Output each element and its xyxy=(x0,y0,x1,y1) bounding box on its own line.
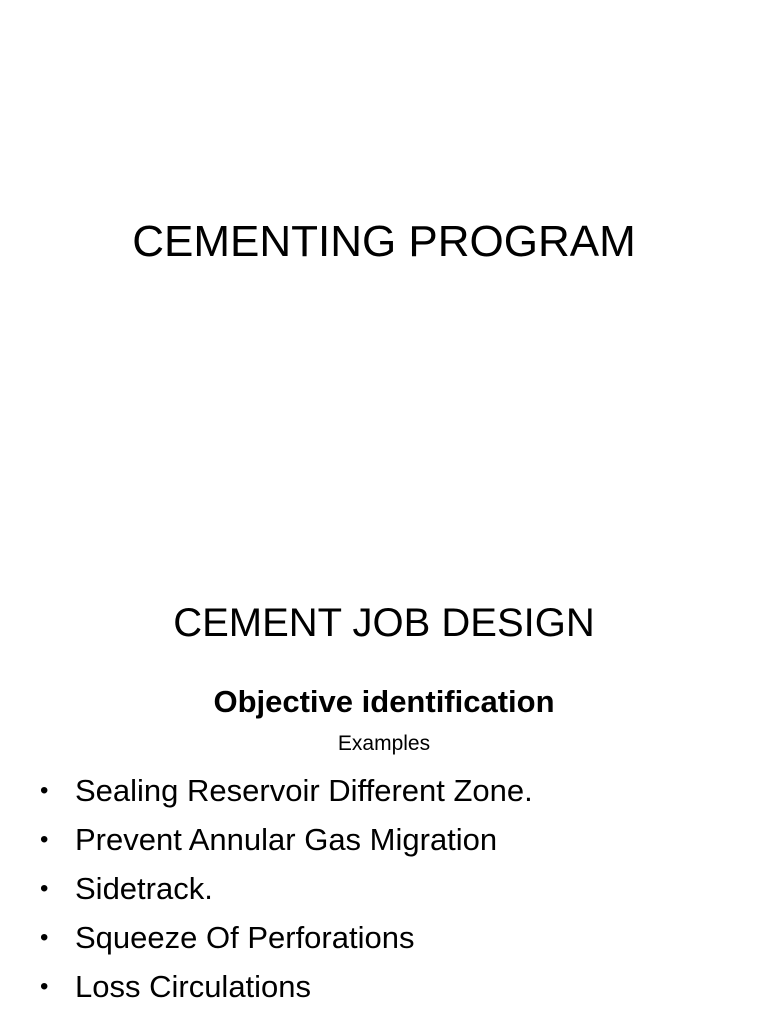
list-item xyxy=(40,962,760,1011)
bullet-icon: • xyxy=(40,924,49,951)
examples-bullet-list xyxy=(40,766,760,1011)
list-item xyxy=(40,766,760,815)
slide-title-cement-job-design: CEMENT JOB DESIGN xyxy=(173,601,595,645)
list-item-text: Loss Circulations xyxy=(75,969,312,1004)
bullet-icon: • xyxy=(40,777,49,804)
list-item xyxy=(40,864,760,913)
list-item-text: Prevent Annular Gas Migration xyxy=(75,822,498,857)
list-item xyxy=(40,815,760,864)
bullet-icon: • xyxy=(40,826,49,853)
list-item xyxy=(40,913,760,962)
bullet-icon: • xyxy=(40,973,49,1000)
bullet-icon: • xyxy=(40,875,49,902)
list-item-text: Sidetrack. xyxy=(75,871,213,906)
list-item-text: Sealing Reservoir Different Zone. xyxy=(75,773,533,808)
section-subtitle: Objective identification xyxy=(213,684,555,719)
slide-title-cementing-program: CEMENTING PROGRAM xyxy=(132,217,636,266)
list-item-text: Squeeze Of Perforations xyxy=(75,920,415,955)
examples-label: Examples xyxy=(337,732,431,755)
